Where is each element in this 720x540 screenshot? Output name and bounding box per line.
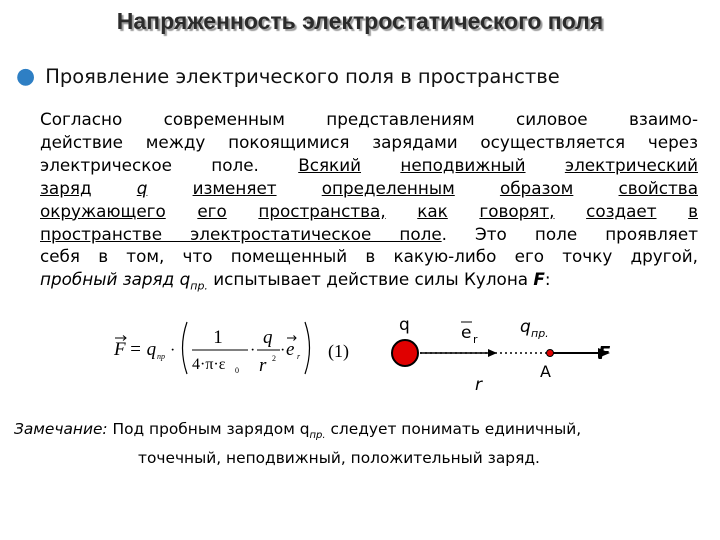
- diagram-r: r: [475, 375, 482, 395]
- para-line-5: окружающего его пространства, как говорят, создает в: [40, 200, 698, 221]
- formula-e: e: [286, 339, 295, 360]
- remark: [14, 418, 704, 470]
- frac1-den-sub: 0: [235, 366, 239, 375]
- bullet-heading: [16, 64, 560, 89]
- formula-q-sub: пр: [157, 352, 165, 361]
- formula-e-sub: r: [297, 352, 301, 361]
- diagram-er: e: [461, 323, 472, 343]
- frac2-den-sup: 2: [272, 354, 276, 363]
- right-paren: [305, 322, 310, 374]
- source-charge: [392, 340, 418, 366]
- equation-number: (1): [328, 341, 349, 361]
- remark-line-2: точечный, неподвижный, положительный заряд.: [138, 449, 540, 468]
- field-diagram: [380, 316, 640, 396]
- bullet-icon: ●: [16, 64, 36, 89]
- para-line-4: заряд q изменяет определенным образом свойства: [40, 177, 698, 198]
- main-paragraph: [40, 108, 698, 299]
- diagram-q-label: q: [399, 316, 410, 335]
- formula-mid-dot: ·: [250, 342, 256, 359]
- remark-line-1: Замечание: Под пробным зарядом $q_{пр.}$ следует понимать единичный,: [14, 420, 582, 442]
- diagram-er-sub: r: [473, 333, 478, 346]
- test-charge: [547, 350, 554, 357]
- left-paren: [183, 322, 188, 374]
- para-line-2: действие между покоящимися зарядами осуществляется через: [40, 131, 698, 152]
- diagram-F: F: [598, 343, 611, 364]
- frac2-den: r: [259, 355, 267, 376]
- frac1-num: 1: [213, 327, 223, 348]
- coulomb-formula: [112, 318, 362, 378]
- slide-title: Напряженность электростатического поля: [116, 8, 604, 34]
- diagram-A: A: [540, 362, 551, 381]
- frac1-den: 4·π·ε: [192, 356, 226, 373]
- formula-F: F: [114, 339, 126, 360]
- para-line-7: себя в том, что помещенный в какую-либо его точку другой,: [40, 246, 698, 267]
- para-line-6: пространстве электростатическое поле. Это поле проявляет: [40, 223, 698, 244]
- frac2-num: q: [263, 327, 273, 348]
- para-line-1: Согласно современным представлениям силовое взаимо-: [40, 109, 698, 129]
- formula-dot: ·: [170, 342, 176, 359]
- unit-vector-arrowhead: [488, 349, 497, 357]
- para-line-8: пробный заряд $q_{пр.}$ испытывает действие силы Кулона F:: [40, 269, 551, 293]
- para-line-3: электрическое поле. Всякий неподвижный электрический: [40, 154, 699, 175]
- diagram-qpr: q: [520, 317, 531, 337]
- diagram-qpr-sub: пр.: [531, 327, 549, 340]
- bullet-text: Проявление электрического поля в пространстве: [45, 65, 560, 88]
- formula-dot-2: ·: [280, 342, 286, 359]
- formula-eq-q: = q: [129, 339, 157, 360]
